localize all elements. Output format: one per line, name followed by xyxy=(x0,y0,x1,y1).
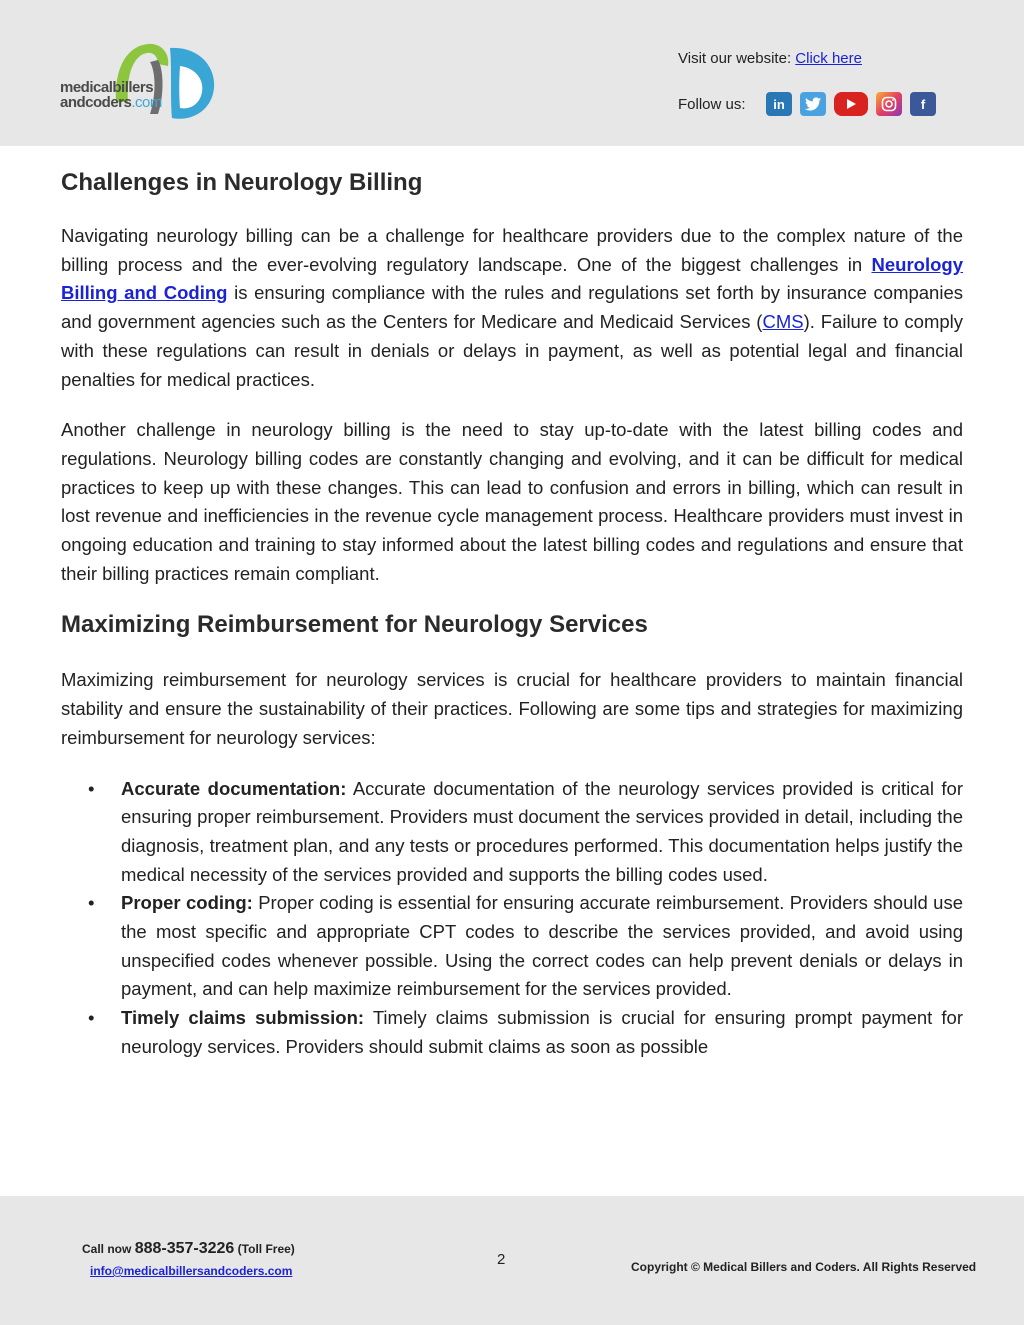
email-contact xyxy=(90,1264,292,1278)
phone-number[interactable]: 888-357-3226 xyxy=(134,1240,235,1257)
paragraph-challenges-1: Navigating neurology billing can be a challenge for healthcare providers due to the complex nature of the billing process and the ever-evolving regulatory landscape. One of the biggest challenges in Neurology Billing and Coding is ensuring compliance with the rules and regulations set forth by insurance companies and government agencies such as the Centers for Medicare and Medicaid Services (CMS). Failure to comply with these regulations can result in denials or delays in payment, as well as potential legal and financial penalties for medical practices. xyxy=(61,225,964,390)
call-now: Call now 888-357-3226 (Toll Free) xyxy=(82,1240,295,1257)
bullet-icon: • xyxy=(88,892,95,914)
neurology-billing-link[interactable]: Neurology Billing and Coding xyxy=(61,253,963,304)
instagram-icon[interactable] xyxy=(876,92,902,116)
bullet-icon: • xyxy=(88,777,95,799)
copyright-notice: Copyright © Medical Billers and Coders. All Rights Reserved xyxy=(631,1260,977,1274)
section-heading-reimbursement: Maximizing Reimbursement for Neurology Services xyxy=(61,611,648,639)
list-item: • Accurate documentation: Accurate documentation of the neurology services provided is critical for ensuring proper reimbursement. Providers must document the services provided in detail, including the diagnosis, treatment plan, and any tests or procedures performed. This documentation helps justify the medical necessity of the services provided and supports the billing codes used. xyxy=(61,775,963,890)
visit-website xyxy=(678,50,862,67)
list-item: • Timely claims submission: Timely claims submission is crucial for ensuring prompt payment for neurology services. Providers should submit claims as soon as possible xyxy=(61,1004,963,1061)
section-heading-challenges: Challenges in Neurology Billing xyxy=(61,169,423,196)
email-link[interactable]: info@medicalbillersandcoders.com xyxy=(90,1264,293,1278)
document-body xyxy=(61,168,963,1062)
bullet-icon: • xyxy=(88,1007,95,1029)
twitter-icon[interactable] xyxy=(800,92,826,116)
tips-list xyxy=(61,775,963,1062)
cms-link[interactable]: CMS xyxy=(762,311,804,333)
list-item: • Proper coding: Proper coding is essential for ensuring accurate reimbursement. Providers should use the most specific and appropriate CPT codes to describe the services provided, and avoid using unspecified codes whenever possible. Using the correct codes can help prevent denials or delays in payment, and can help maximize reimbursement for the services provided. xyxy=(61,889,963,1004)
website-link[interactable]: Click here xyxy=(795,50,862,67)
logo-wordmark: medicalbillers andcoders.com xyxy=(60,79,162,111)
paragraph-reimbursement-intro: Maximizing reimbursement for neurology services is crucial for healthcare providers to maintain financial stability and ensure the sustainability of their practices. Following are some tips and strategies for maximizing reimbursement for neurology services: xyxy=(61,669,963,748)
youtube-icon[interactable] xyxy=(834,92,868,116)
page-footer xyxy=(0,1196,1024,1325)
paragraph-challenges-2: Another challenge in neurology billing is the need to stay up-to-date with the latest billing codes and regulations. Neurology billing codes are constantly changing and evolving, and it can be difficult for medical practices to keep up with these changes. This can lead to confusion and errors in billing, which can result in lost revenue and inefficiencies in the revenue cycle management process. Healthcare providers must invest in ongoing education and training to stay informed about the latest billing codes and regulations and ensure that their billing practices remain compliant. xyxy=(61,419,963,584)
facebook-icon[interactable]: f xyxy=(910,92,936,116)
company-logo[interactable] xyxy=(58,40,218,120)
social-links xyxy=(766,92,936,116)
visit-label: Visit our website: xyxy=(678,50,792,67)
page-header xyxy=(0,0,1024,146)
page-number: 2 xyxy=(497,1251,506,1268)
follow-label: Follow us: xyxy=(678,96,746,113)
linkedin-icon[interactable]: in xyxy=(766,92,792,116)
